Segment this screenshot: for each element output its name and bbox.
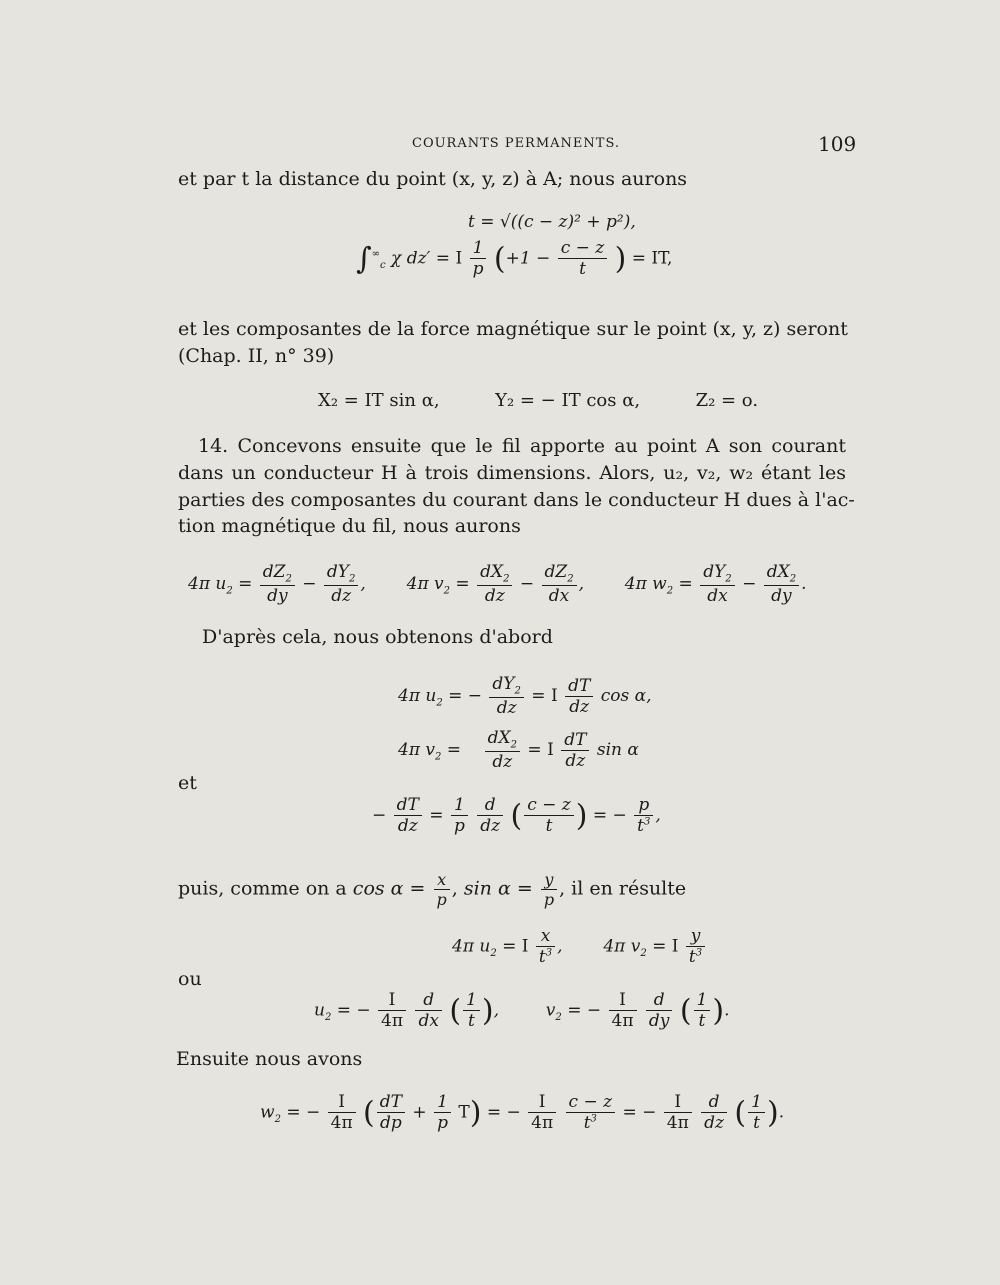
paragraph-14-line: parties des composantes du courant dans le conducteur H dues à l'ac- <box>178 489 855 511</box>
text-line: ou <box>178 968 202 990</box>
force-y: Y₂ = − IT cos α, <box>495 390 641 411</box>
text-puis: puis, comme on a <box>178 877 347 900</box>
paragraph-14-line: 14. Concevons ensuite que le fil apporte au point A son courant <box>198 435 846 457</box>
equation-result: 4π $u_2 = I$ $\frac{x}{t^3}$ , 4π $v_2 = I$ $\frac{y}{t^3}$ <box>452 926 707 968</box>
running-title: COURANTS PERMANENTS. <box>412 136 621 151</box>
text-line: (Chap. II, n° 39) <box>178 345 335 367</box>
equation-u2: 4π $u_2$ = − $\frac{dY_2}{dz}$ = I $\frac{dT}{dz}$ cos α, <box>398 674 652 719</box>
text-line: et <box>178 772 197 794</box>
text-line: puis, comme on a cos α = $\frac{x}{p}$ , sin α = $\frac{y}{p}$ , il en résulte <box>178 870 687 910</box>
equation-t: t = √((c − z)² + p²), <box>468 212 636 232</box>
force-z: Z₂ = o. <box>695 390 759 411</box>
equation-integral: $\int^\infty_c$ χ dz′ = I $\frac{1}{p}$ (+1 − $\frac{c - z}{t}$ ) = IT, <box>356 238 673 280</box>
equation-curl: 4π $u_2$ = $\frac{dZ_2}{dy}$ − $\frac{dY_2}{dz}$ , 4π $v_2$ = $\frac{dX_2}{dz}$ − $\frac{dZ_2}{dx}$ , 4π $w_2$ = $\frac{dY_2}{dx}$ − $\frac{dX_2}{dy}$ . <box>188 562 807 607</box>
sin-alpha: sin α = <box>463 877 533 900</box>
cos-alpha: cos α = <box>352 877 426 900</box>
equation-u2-v2: $u_2$ = − $\frac{I}{4\pi}$ $\frac{d}{dx}$ ( $\frac{1}{t}$ ), $v_2$ = − $\frac{I}{4\pi}$ $\frac{d}{dy}$ ( $\frac{1}{t}$ ). <box>314 990 730 1032</box>
equation-v2: 4π $v_2$ = $\frac{dX_2}{dz}$ = I $\frac{dT}{dz}$ sin α <box>398 728 639 773</box>
text-line: et les composantes de la force magnétique sur le point (x, y, z) seront <box>178 318 848 340</box>
text-line: et par t la distance du point (x, y, z) à A; nous aurons <box>178 168 688 190</box>
text-line: Ensuite nous avons <box>176 1048 363 1070</box>
page-header <box>0 132 1000 160</box>
force-x: X₂ = IT sin α, <box>318 390 440 411</box>
paragraph-14-line: dans un conducteur H à trois dimensions. Alors, u₂, v₂, w₂ étant les <box>178 462 846 484</box>
text-line: D'après cela, nous obtenons d'abord <box>202 626 553 648</box>
paragraph-14-line: tion magnétique du fil, nous aurons <box>178 515 521 537</box>
equation-dT: − $\frac{dT}{dz}$ = $\frac{1}{p}$ $\frac{d}{dz}$ ( $\frac{c - z}{t}$ ) = − $\frac{p}{t^3}$ , <box>372 795 661 837</box>
equation-forces <box>318 390 758 411</box>
integral-result: = IT, <box>631 248 673 269</box>
equation-w2: $w_2$ = − $\frac{I}{4\pi}$ ( $\frac{dT}{dp}$ + $\frac{1}{p}$ T) = − $\frac{I}{4\pi}$ $\frac{c - z}{t^3}$ = − $\frac{I}{4\pi}$ $\frac{d}{dz}$ ( $\frac{1}{t}$ ). <box>260 1092 785 1134</box>
text-puis-end: il en résulte <box>571 877 687 900</box>
page-number: 109 <box>818 132 857 156</box>
